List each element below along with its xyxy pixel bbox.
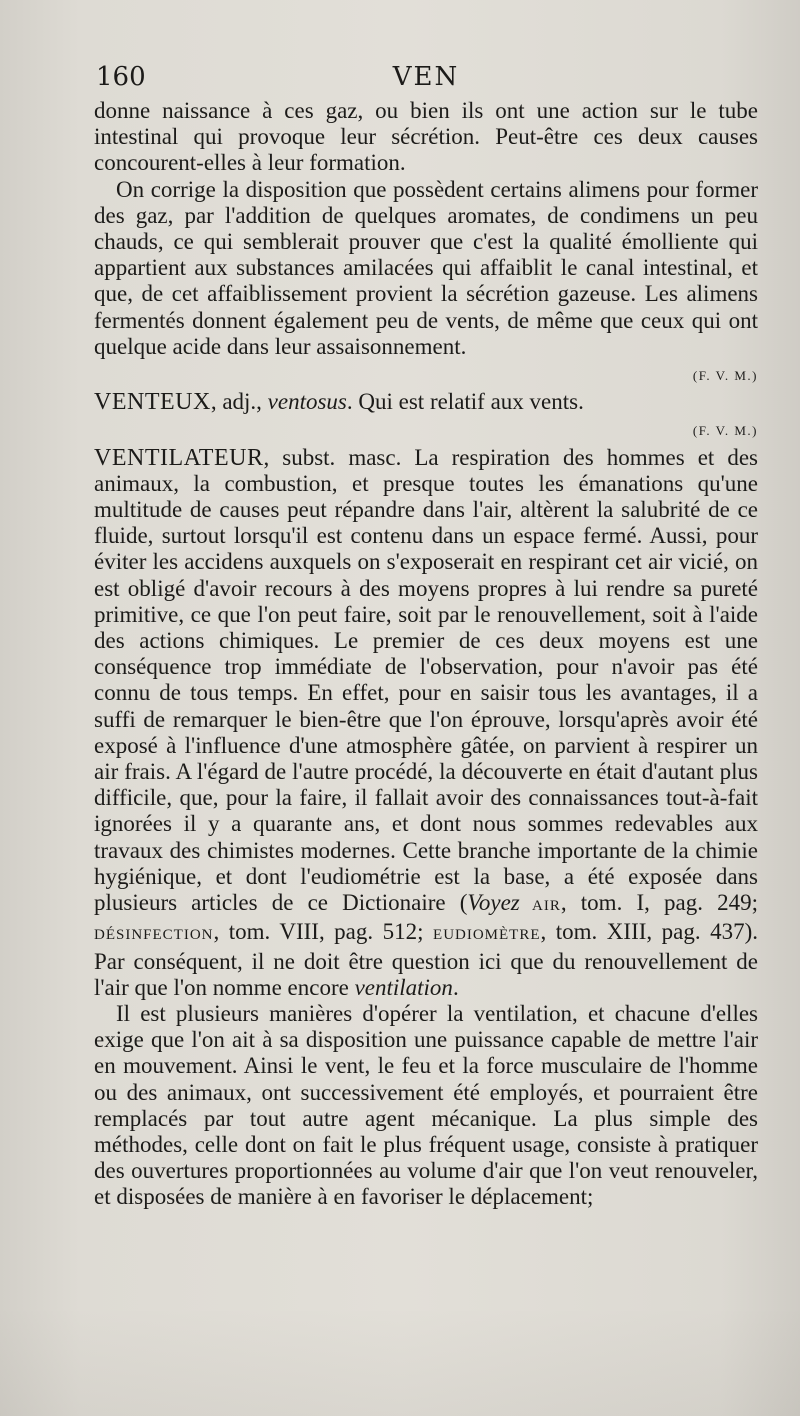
page-header: [96, 62, 756, 96]
page-number: 160: [96, 62, 146, 92]
signature-1: [94, 360, 758, 389]
paragraph-manieres: Il est plusieurs manières d'opérer la ventilation, et chacune d'elles exige que l'on ait à sa disposition une puissance capable de mettre l'air en mouvement. Ainsi le vent, le feu et la force musculaire de l'homme ou des animaux, ont successivement été employés, et pourraient être remplacés par tout autre agent mécanique. La plus simple des méthodes, celle dont on fait le plus fréquent usage, consiste à pratiquer des ouvertures proportionnées au volume d'air que l'on veut renouveler, et disposées de manière à en favoriser le déplacement;: [94, 1000, 758, 1210]
latin-term: ventosus: [267, 389, 347, 415]
ref-eudiometre: EUDIOMÈTRE: [433, 927, 541, 944]
paragraph-continuation: donne naissance à ces gaz, ou bien ils ont une action sur le tube intestinal qui provoque leur sécrétion. Peut-être ces deux causes concourent-elles à leur formation.: [94, 98, 758, 176]
paragraph-aromates-text: On corrige la disposition que possèdent certains alimens pour former des gaz, par l'addition de quelques aromates, de condimens un peu chauds, ce qui semblerait prouver que c'est la qualité émolliente qui appartient aux substances amilacées qui affaiblit le canal intestinal, et que, de cet affaiblissement provient la sécrétion gazeuse. Les alimens fermentés donnent également peu de vents, de même que ceux qui ont quelque acide dans leur assaisonnement.: [94, 176, 758, 359]
ventilateur-text-b: , tom. I, pag. 249;: [560, 890, 758, 916]
ventilateur-text-d: , tom. XIII, pag. 437). Par conséquent, il ne doit être question ici que du renouvellement de l'air que l'on nomme encore: [94, 919, 758, 1000]
entry-ventilateur: [94, 445, 758, 1001]
entry-venteux: [94, 389, 758, 415]
ventilation-term: ventilation: [354, 974, 453, 1000]
author-signature: (F. V. M.): [692, 423, 758, 439]
entry-definition: . Qui est relatif aux vents.: [346, 389, 584, 415]
voyez-ref: Voyez: [467, 890, 520, 916]
ventilateur-text-e: .: [452, 974, 459, 1000]
ref-air: AIR: [519, 898, 561, 915]
ventilateur-text-a: , subst. masc. La respiration des hommes et des animaux, la combustion, et presque toutes les émanations qu'une multitude de causes peut répandre dans l'air, altèrent la salubrité de ce fluide, surtout lorsqu'il est contenu dans un espace fermé. Aussi, pour éviter les accidens auxquels on s'exposerait en respirant cet air vicié, on est obligé d'avoir recours à des moyens propres à lui rendre sa pureté primitive, ce que l'on peut faire, soit par le renouvellement, soit à l'aide des actions chimiques. Le premier de ces deux moyens est une conséquence trop immédiate de l'observation, pour n'avoir pas été connu de tous temps. En effet, pour en saisir tous les avantages, il a suffi de remarquer le bien-être que l'on éprouve, lorsqu'après avoir été exposé à l'influence d'une atmosphère gâtée, on parvient à respirer un air frais. A l'égard de l'autre procédé, la découverte en était d'autant plus difficile, que, pour la faire, il fallait avoir des connaissances tout-à-fait ignorées il y a quarante ans, et dont nous sommes redevables aux travaux des chimistes modernes. Cette branche importante de la chimie hygiénique, et dont l'eudiométrie est la base, a été exposée dans plusieurs articles de ce Dictionaire (: [94, 444, 758, 916]
entry-term-ventilateur: VENTILATEUR: [94, 444, 264, 471]
ventilateur-text-c: , tom. VIII, pag. 512;: [213, 919, 434, 945]
ref-desinfection: DÉSINFECTION: [94, 927, 214, 944]
signature-2: [94, 415, 758, 444]
paragraph-aromates: [94, 177, 758, 360]
body-text: [94, 98, 758, 1211]
entry-term-venteux: VENTEUX: [94, 389, 211, 416]
author-signature: (F. V. M.): [692, 368, 758, 384]
entry-grammar: , adj.,: [210, 389, 268, 415]
running-title: VEN: [392, 62, 460, 92]
page-edge-shadow: [0, 1306, 800, 1416]
